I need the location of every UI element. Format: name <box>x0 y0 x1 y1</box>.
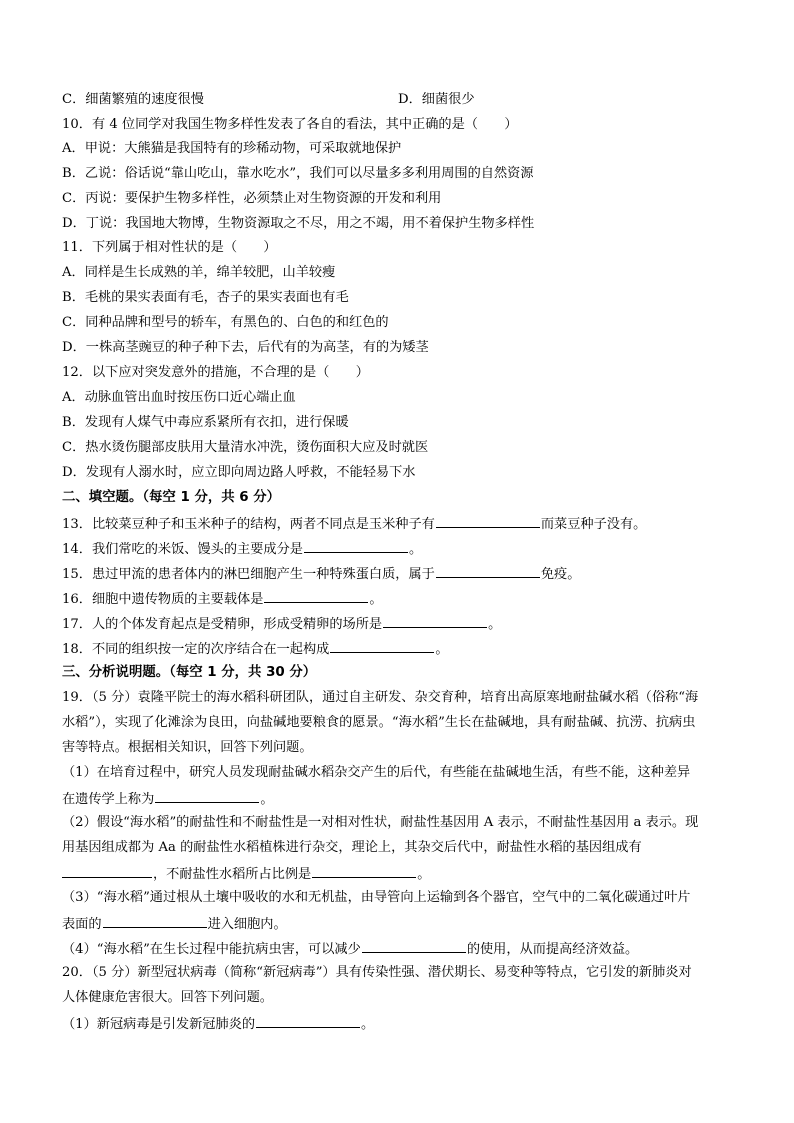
question-19-4 <box>62 938 742 960</box>
question-10-option-b: B．乙说：俗话说“靠山吃山，靠水吃水”，我们可以尽量多多利用周围的自然资源 <box>62 166 534 181</box>
question-19-2-line-1: （2）假设“海水稻”的耐盐性和不耐盐性是一对相对性状，耐盐性基因用 A 表示，不耐盐性基因用 a 表示。现 <box>62 815 699 830</box>
question-13-tail: 而菜豆种子没有。 <box>540 517 647 532</box>
question-20-1-text: （1）新冠病毒是引发新冠肺炎的 <box>62 1017 256 1032</box>
question-17 <box>62 613 742 635</box>
question-19-2-line-3 <box>62 863 742 885</box>
question-20-1 <box>62 1013 742 1035</box>
answer-blank[interactable] <box>330 638 434 653</box>
question-16-tail: 。 <box>369 592 383 607</box>
question-19-2-text: ，不耐盐性水稻所占比例是 <box>153 867 312 882</box>
question-12-option-d: D．发现有人溺水时，应立即向周边路人呼救，不能轻易下水 <box>62 465 416 480</box>
question-19-3-line-2 <box>62 913 742 935</box>
question-10-option-a: A．甲说：大熊猫是我国特有的珍稀动物，可采取就地保护 <box>62 141 402 156</box>
question-19-2-line-2: 用基因组成都为 Aa 的耐盐性水稻植株进行杂交，理论上，其杂交后代中，耐盐性水稻的基因组成有 <box>62 840 642 855</box>
question-18-text: 18．不同的组织按一定的次序结合在一起构成 <box>62 642 330 657</box>
question-15 <box>62 563 742 585</box>
question-13-text: 13．比较菜豆种子和玉米种子的结构，两者不同点是玉米种子有 <box>62 517 435 532</box>
question-11-option-c: C．同种品牌和型号的轿车，有黑色的、白色的和红色的 <box>62 315 389 330</box>
question-15-text: 15．患过甲流的患者体内的淋巴细胞产生一种特殊蛋白质，属于 <box>62 567 435 582</box>
question-19-1-line-2 <box>62 788 742 810</box>
question-19-1-line-1: （1）在培育过程中，研究人员发现耐盐碱水稻杂交产生的后代，有些能在盐碱地生活，有些不能，这种差异 <box>62 765 691 780</box>
question-16 <box>62 588 742 610</box>
question-17-text: 17．人的个体发育起点是受精卵，形成受精卵的场所是 <box>62 617 383 632</box>
question-11-option-b: B．毛桃的果实表面有毛，杏子的果实表面也有毛 <box>62 290 349 305</box>
question-18-tail: 。 <box>435 642 449 657</box>
answer-blank[interactable] <box>62 863 152 878</box>
question-12-stem: 12．以下应对突发意外的措施，不合理的是（ ） <box>62 365 369 380</box>
question-15-tail: 免疫。 <box>540 567 581 582</box>
question-19-1-tail: 。 <box>260 792 274 807</box>
question-20-intro-line-1: 20．（5 分）新型冠状病毒（简称“新冠病毒”）具有传染性强、潜伏期长、易变种等特点，它引发的新肺炎对 <box>62 965 692 980</box>
question-13 <box>62 513 742 535</box>
section-3-heading: 三、分析说明题。（每空 1 分，共 30 分） <box>62 665 317 680</box>
question-19-2-tail: 。 <box>417 867 431 882</box>
question-9-options-cd <box>62 90 742 110</box>
answer-blank[interactable] <box>155 788 259 803</box>
question-17-tail: 。 <box>488 617 502 632</box>
question-10-option-c: C．丙说：要保护生物多样性，必须禁止对生物资源的开发和利用 <box>62 191 442 206</box>
answer-blank[interactable] <box>312 863 416 878</box>
question-12-option-b: B．发现有人煤气中毒应系紧所有衣扣，进行保暖 <box>62 415 349 430</box>
question-12-option-c: C．热水烫伤腿部皮肤用大量清水冲洗，烫伤面积大应及时就医 <box>62 440 429 455</box>
question-19-intro-line-1: 19．（5 分）袁隆平院士的海水稻科研团队，通过自主研发、杂交育种，培育出高原寒地耐盐碱水稻（俗称“海 <box>62 690 699 705</box>
question-19-intro-line-2: 水稻”），实现了化滩涂为良田，向盐碱地要粮食的愿景。“海水稻”生长在盐碱地，具有耐盐碱、抗涝、抗病虫 <box>62 715 696 730</box>
answer-blank[interactable] <box>436 513 540 528</box>
question-14-tail: 。 <box>408 542 423 557</box>
question-14 <box>62 538 742 560</box>
option-c: C．细菌繁殖的速度很慢 <box>62 92 204 107</box>
option-d: D．细菌很少 <box>398 92 475 107</box>
answer-blank[interactable] <box>256 1013 360 1028</box>
answer-blank[interactable] <box>436 563 540 578</box>
answer-blank[interactable] <box>383 613 487 628</box>
question-10-option-d: D．丁说：我国地大物博，生物资源取之不尽，用之不竭，用不着保护生物多样性 <box>62 216 535 231</box>
question-19-1-text: 在遗传学上称为 <box>62 792 155 807</box>
question-19-4-text: （4）“海水稻”在生长过程中能抗病虫害，可以减少 <box>62 942 361 957</box>
question-19-3-line-1: （3）“海水稻”通过根从土壤中吸收的水和无机盐，由导管向上运输到各个器官，空气中的二氧化碳通过叶片 <box>62 890 691 905</box>
section-2-heading: 二、填空题。（每空 1 分，共 6 分） <box>62 490 281 505</box>
answer-blank[interactable] <box>362 938 466 953</box>
question-16-text: 16．细胞中遗传物质的主要载体是 <box>62 592 264 607</box>
question-20-intro-line-2: 人体健康危害很大。回答下列问题。 <box>62 990 273 1005</box>
question-19-intro-line-3: 害等特点。根据相关知识，回答下列问题。 <box>62 740 313 755</box>
question-11-option-a: A．同样是生长成熟的羊，绵羊较肥，山羊较瘦 <box>62 265 336 280</box>
question-11-option-d: D．一株高茎豌豆的种子种下去，后代有的为高茎，有的为矮茎 <box>62 340 429 355</box>
question-10-stem: 10．有 4 位同学对我国生物多样性发表了各自的看法，其中正确的是（ ） <box>62 117 518 132</box>
answer-blank[interactable] <box>304 538 408 553</box>
answer-blank[interactable] <box>264 588 368 603</box>
question-14-text: 14．我们常吃的米饭、馒头的主要成分是 <box>62 542 303 557</box>
answer-blank[interactable] <box>103 913 207 928</box>
question-11-stem: 11．下列属于相对性状的是（ ） <box>62 240 277 255</box>
question-19-3-text: 表面的 <box>62 917 102 932</box>
question-12-option-a: A．动脉血管出血时按压伤口近心端止血 <box>62 390 296 405</box>
question-18 <box>62 638 742 660</box>
question-19-3-tail: 进入细胞内。 <box>207 917 287 932</box>
question-20-1-tail: 。 <box>361 1017 375 1032</box>
question-19-4-tail: 的使用，从而提高经济效益。 <box>466 942 639 957</box>
